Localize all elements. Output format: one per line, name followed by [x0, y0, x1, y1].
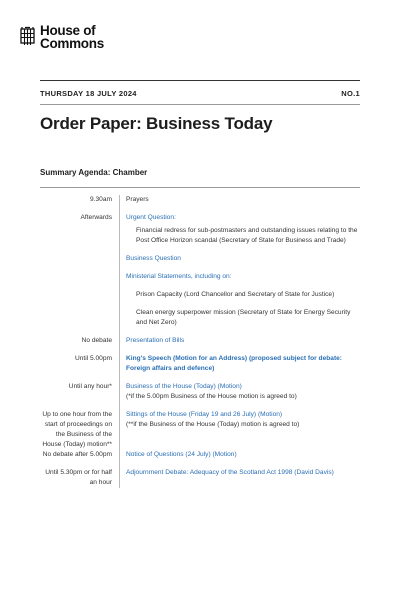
urgent-question-link[interactable]: Urgent Question: [126, 214, 176, 221]
agenda-time: Until 5.00pm [74, 355, 112, 362]
agenda-content [126, 354, 360, 382]
agenda-table [40, 195, 360, 488]
agenda-content [126, 272, 360, 336]
agenda-time: Until any hour* [68, 383, 112, 390]
sitting-date: THURSDAY 18 JULY 2024 [40, 89, 137, 98]
sittings-of-the-house-link[interactable]: Sittings of the House (Friday 19 and 26 July) (Motion) [126, 411, 283, 418]
agenda-item: Prayers [126, 196, 149, 203]
agenda-row [40, 410, 360, 450]
adjournment-debate-link[interactable]: Adjournment Debate: Adequacy of the Scotland Act 1998 (David Davis) [126, 469, 334, 476]
agenda-divider [119, 450, 120, 468]
agenda-time: Up to one hour from the start of proceedings on the Business of the House (Today) motion** [42, 411, 112, 448]
agenda-time: No debate after 5.00pm [42, 451, 112, 458]
page-title: Order Paper: Business Today [40, 114, 273, 133]
agenda-divider [119, 213, 120, 254]
agenda-content [126, 195, 360, 213]
agenda-divider [119, 195, 120, 213]
agenda-time [40, 272, 112, 336]
order-paper-number: NO.1 [341, 89, 360, 98]
agenda-content [126, 450, 360, 468]
agenda-row [40, 254, 360, 272]
agenda-content [126, 254, 360, 272]
agenda-divider [119, 410, 120, 450]
agenda-row [40, 336, 360, 354]
ministerial-statements-link[interactable]: Ministerial Statements, including on: [126, 273, 232, 280]
notice-of-questions-link[interactable]: Notice of Questions (24 July) (Motion) [126, 451, 237, 458]
agenda-divider [119, 468, 120, 488]
agenda-content [126, 410, 360, 450]
portcullis-icon [20, 26, 35, 46]
presentation-of-bills-link[interactable]: Presentation of Bills [126, 337, 185, 344]
agenda-row [40, 195, 360, 213]
date-rule [40, 104, 360, 105]
agenda-content [126, 213, 360, 254]
agenda-time: 9.30am [90, 196, 112, 203]
agenda-item-detail: Financial redress for sub-postmasters and outstanding issues relating to the Post Office Horizon scandal (Secretary of State for Business and Trade) [136, 227, 358, 244]
agenda-row [40, 450, 360, 468]
business-of-the-house-link[interactable]: Business of the House (Today) (Motion) [126, 383, 242, 390]
agenda-item-detail: Clean energy superpower mission (Secretary of State for Energy Security and Net Zero) [136, 309, 351, 326]
agenda-divider [119, 254, 120, 272]
agenda-row [40, 354, 360, 382]
agenda-content [126, 336, 360, 354]
logo-line-2: Commons [40, 36, 104, 51]
agenda-time: No debate [81, 337, 112, 344]
agenda-time [40, 254, 112, 272]
dateline [40, 89, 360, 98]
agenda-divider [119, 336, 120, 354]
agenda-item-note: (**if the Business of the House (Today) motion is agreed to) [126, 421, 300, 428]
agenda-divider [119, 354, 120, 382]
section-subtitle: Summary Agenda: Chamber [40, 168, 148, 177]
logo-line-1: House of [40, 23, 96, 38]
business-question-link[interactable]: Business Question [126, 255, 181, 262]
house-of-commons-logo [20, 24, 104, 50]
agenda-time: Until 5.30pm or for half an hour [45, 469, 112, 486]
logo-wordmark [40, 24, 104, 50]
agenda-row [40, 382, 360, 410]
agenda-item-detail: Prison Capacity (Lord Chancellor and Secretary of State for Justice) [136, 291, 335, 298]
agenda-content [126, 468, 360, 488]
kings-speech-link[interactable]: King's Speech (Motion for an Address) (proposed subject for debate: Foreign affairs and defence) [126, 355, 343, 372]
agenda-item-note: (*if the 5.00pm Business of the House motion is agreed to) [126, 393, 297, 400]
agenda-divider [119, 272, 120, 336]
agenda-divider [119, 382, 120, 410]
agenda-row [40, 213, 360, 254]
agenda-content [126, 382, 360, 410]
agenda-time: Afterwards [80, 214, 112, 221]
subtitle-rule [40, 187, 360, 188]
agenda-row [40, 272, 360, 336]
agenda-row [40, 468, 360, 488]
top-rule [40, 80, 360, 81]
